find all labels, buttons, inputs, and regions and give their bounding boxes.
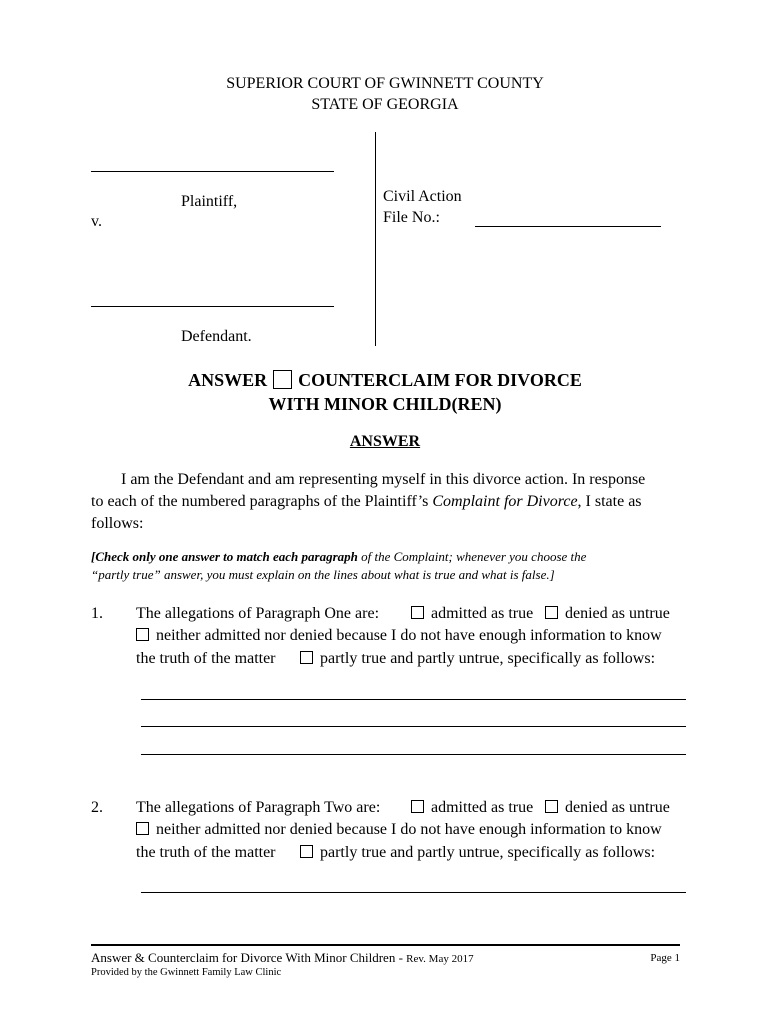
intro-text: to each of the numbered paragraphs of the Plaintiff’s [91, 493, 433, 510]
paragraph-number: 1. [91, 605, 103, 622]
option-label: partly true and partly untrue, specifically as follows: [320, 650, 656, 667]
title-counterclaim: COUNTERCLAIM FOR DIVORCE [298, 370, 582, 390]
plaintiff-label: Plaintiff, [181, 193, 238, 210]
checkbox[interactable] [300, 651, 313, 664]
footer-rule [91, 944, 680, 946]
instructions-line-2: “partly true” answer, you must explain on the lines about what is true and what is false.] [91, 567, 555, 582]
option-label: neither admitted nor denied because I do not have enough information to know [156, 627, 662, 644]
title-answer: ANSWER [188, 370, 268, 390]
truth-label: the truth of the matter [136, 844, 276, 861]
explanation-line[interactable] [141, 699, 686, 700]
answer-heading: ANSWER [349, 433, 421, 450]
option-label: partly true and partly untrue, specifically as follows: [320, 844, 656, 861]
checkbox[interactable] [545, 800, 558, 813]
instructions-rest: of the Complaint; whenever you choose the [357, 549, 587, 564]
checkbox[interactable] [300, 845, 313, 858]
intro-line-3: follows: [91, 515, 144, 532]
title-checkbox[interactable] [273, 370, 292, 389]
checkbox[interactable] [411, 606, 424, 619]
intro-text-end: , I state as [577, 493, 642, 510]
paragraph-number: 2. [91, 799, 103, 816]
option-partly[interactable] [300, 842, 655, 864]
plaintiff-name-line[interactable] [91, 171, 334, 172]
civil-action-label: Civil Action [383, 188, 462, 205]
defendant-name-line[interactable] [91, 306, 334, 307]
instructions-line-1 [91, 548, 586, 566]
option-admitted[interactable] [411, 603, 533, 625]
versus-label: v. [91, 213, 102, 230]
paragraph-lead: The allegations of Paragraph Two are: [136, 799, 381, 816]
file-no-label: File No.: [383, 209, 440, 226]
instructions-bold: [Check only one answer to match each paragraph [91, 549, 358, 564]
option-partly[interactable] [300, 648, 655, 670]
defendant-label: Defendant. [181, 328, 252, 345]
truth-label: the truth of the matter [136, 650, 276, 667]
intro-line-2 [91, 491, 642, 513]
complaint-title: Complaint for Divorce [432, 493, 578, 510]
option-denied[interactable] [545, 797, 670, 819]
option-admitted[interactable] [411, 797, 533, 819]
option-label: neither admitted nor denied because I do not have enough information to know [156, 821, 662, 838]
checkbox[interactable] [136, 822, 149, 835]
checkbox[interactable] [545, 606, 558, 619]
checkbox[interactable] [136, 628, 149, 641]
footer-title: Answer & Counterclaim for Divorce With Minor Children - Rev. May 2017 [91, 950, 474, 965]
explanation-line[interactable] [141, 726, 686, 727]
caption-divider [375, 132, 376, 346]
option-label: admitted as true [431, 799, 534, 816]
footer-revision: Rev. May 2017 [406, 953, 474, 965]
file-no-line[interactable] [475, 226, 661, 227]
footer-title-text: Answer & Counterclaim for Divorce With Minor Children [91, 950, 396, 965]
explanation-line[interactable] [141, 754, 686, 755]
footer-provided-by: Provided by the Gwinnett Family Law Clinic [91, 967, 282, 978]
checkbox[interactable] [411, 800, 424, 813]
explanation-line[interactable] [141, 892, 686, 893]
paragraph-lead: The allegations of Paragraph One are: [136, 605, 380, 622]
option-denied[interactable] [545, 603, 670, 625]
document-subtitle: WITH MINOR CHILD(REN) [268, 394, 502, 414]
option-label: denied as untrue [565, 799, 670, 816]
option-label: admitted as true [431, 605, 534, 622]
option-neither[interactable] [136, 819, 662, 841]
option-label: denied as untrue [565, 605, 670, 622]
option-neither[interactable] [136, 625, 662, 647]
court-name: SUPERIOR COURT OF GWINNETT COUNTY [226, 75, 544, 92]
document-title [0, 370, 770, 391]
state-name: STATE OF GEORGIA [311, 96, 459, 113]
page-number: Page 1 [650, 952, 680, 964]
intro-line-1: I am the Defendant and am representing myself in this divorce action. In response [121, 471, 646, 488]
